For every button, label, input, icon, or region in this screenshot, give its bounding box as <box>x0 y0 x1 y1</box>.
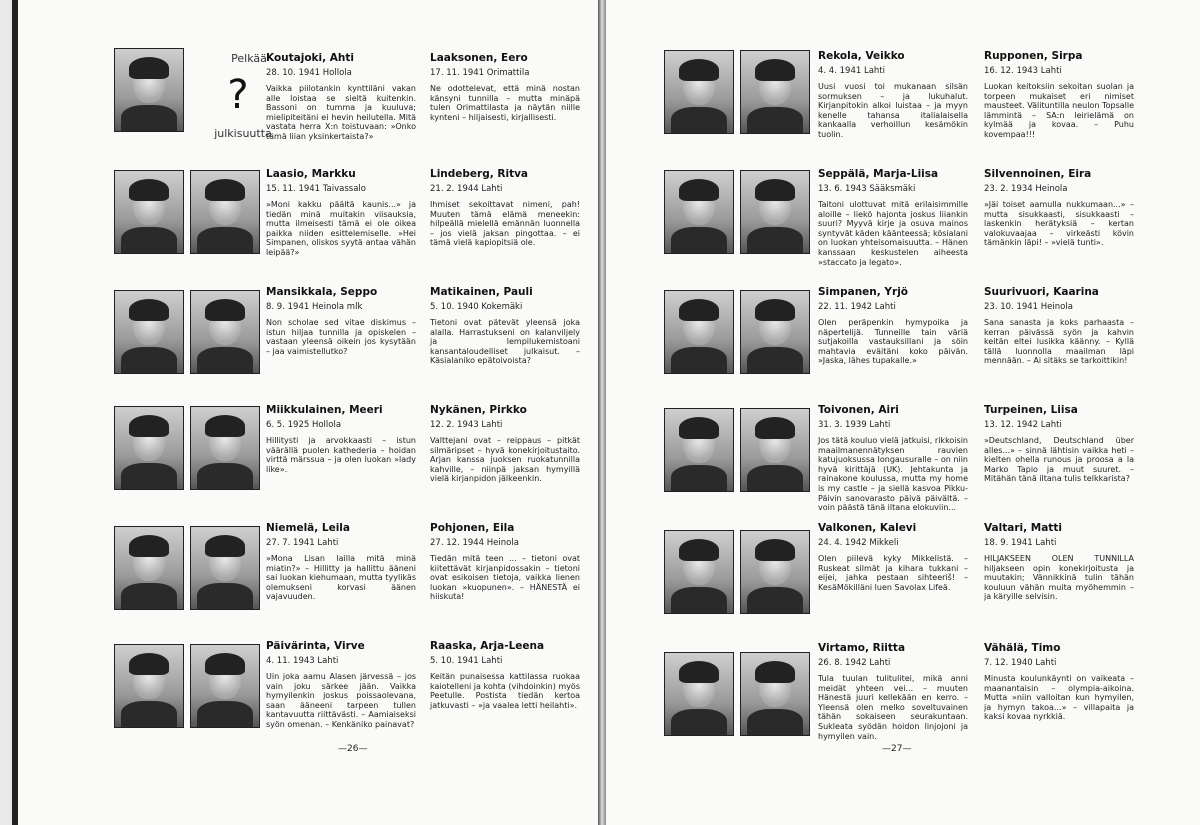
entry-bio: Minusta koulunkäynti on vaikeata – maanantaisin – olympia-aikoina. Mutta »niin valloitan kun hymyilen, ja hymyn takoa...» – villapaita ja kaksi kovaa nyrkkiä. <box>984 674 1134 722</box>
scan-edge <box>0 0 12 825</box>
entry-bio: Uusi vuosi toi mukanaan silsän sormuksen – ja lukuhalut. Kirjanpitokin alkoi luistaa – ja myyn kenelle tahansa italialaisella kankaalla verhoillun kesämökin tuolin. <box>818 82 968 139</box>
entry-bio: Ne odottelevat, että minä nostan känsyni tunnilla – mutta minäpä tulen Orimattilasta ja näytän niille kynteni – hiljaisesti, kirjallisesti. <box>430 84 580 122</box>
portrait-photo <box>114 644 184 728</box>
question-mark: ? <box>227 72 249 118</box>
entry-name: Koutajoki, Ahti <box>266 52 355 64</box>
portrait-photo <box>190 170 260 254</box>
entry-meta: 24. 4. 1942 Mikkeli <box>818 538 899 548</box>
portrait-photo <box>114 526 184 610</box>
entry <box>430 286 580 366</box>
entry-name: Valtari, Matti <box>984 522 1062 534</box>
entry-bio: Olen peräpenkin hymypoika ja näpertelijä. Tunneille tain väriä sutjakoilla vastauksillani ja söin mahtavia eväitäni koko päivän. »Jaska, lähes tupakalle.» <box>818 318 968 366</box>
entry <box>266 168 416 258</box>
entry-meta: 8. 9. 1941 Heinola mlk <box>266 302 363 312</box>
entry <box>818 286 968 366</box>
entry <box>818 50 968 140</box>
portrait-photo <box>664 408 734 492</box>
portrait-photo <box>664 50 734 134</box>
entry-meta: 15. 11. 1941 Taivassalo <box>266 184 366 194</box>
entry <box>266 286 416 356</box>
portrait-photo <box>664 652 734 736</box>
book-gutter <box>598 0 606 825</box>
entry-bio: Tula tuulan tulitulitei, mikä anni meidät yhteen vei... – muuten Hänestä juuri kellekään en kerro. – Yleensä olen melko soveltuvainen tähän sokaiseen seurakuntaan. Sukleata syödän hoidon linjojoni ja hymyilen vain. <box>818 674 968 741</box>
entry-meta: 16. 12. 1943 Lahti <box>984 66 1062 76</box>
entry-name: Mansikkala, Seppo <box>266 286 378 298</box>
entry-name: Päivärinta, Virve <box>266 640 365 652</box>
header-julkisuutta: julkisuutta <box>214 127 272 140</box>
entry <box>818 642 968 741</box>
entry-meta: 27. 12. 1944 Heinola <box>430 538 519 548</box>
entry <box>984 168 1134 248</box>
portrait-photo <box>114 406 184 490</box>
entry-name: Turpeinen, Liisa <box>984 404 1078 416</box>
portrait-photo <box>664 530 734 614</box>
entry-bio: »Deutschland, Deutschland über alles...» – sinnä lähtisin vaikka heti – kielten ohella runous ja proosa a la Marko Tapio ja muut suuret. – Mitähän tänä iltana tulis telkkarista? <box>984 436 1134 484</box>
entry-bio: Valttejani ovat – reippaus – pitkät silmäripset – hyvä konekirjoitustaito. Arjan kanssa juoksen ruokatunnilla kahville, – niinpä jaksan hymyillä vielä kirjanpidon jälkeenkin. <box>430 436 580 484</box>
entry-meta: 13. 6. 1943 Sääksmäki <box>818 184 916 194</box>
entry-meta: 26. 8. 1942 Lahti <box>818 658 891 668</box>
portrait-photo <box>664 290 734 374</box>
entry <box>984 50 1134 140</box>
page-number: —26— <box>338 744 368 754</box>
left-page <box>12 0 604 825</box>
portrait-photo <box>190 406 260 490</box>
entry-bio: »Moni kakku päältä kaunis...» ja tiedän minä muitakin viisauksia, mutta ilmeisesti tämä ei ole oikea paikka niiden esittelemiselle. »Hei Simpanen, oliskos syytä antaa vähän leipää?» <box>266 200 416 257</box>
entry <box>984 522 1134 602</box>
entry <box>430 168 580 248</box>
entry-bio: Jos tätä kouluo vielä jatkuisi, rikkoisin maailmanennätyksen rauvien katujuoksussa Iongausuralle – on niin hyvä kirittäjä (UK). Jehtakunta ja rainakone koulussa, mutta my home is my castle – ja siellä kasvoa Pikku-Päivin sanovarasto päivä päivältä. – voin päästä tänä iltana elokuviin... <box>818 436 968 513</box>
portrait-photo <box>740 530 810 614</box>
right-page <box>606 0 1200 825</box>
entry-name: Rekola, Veikko <box>818 50 905 62</box>
entry-bio: Sana sanasta ja koks parhaasta – kerran päivässä syön ja kahvin keitän eltei lusikka käänny. – Kyllä tällä luonnolla maailman läpi mennään. – Ai sitäks se tarkoittikin! <box>984 318 1134 366</box>
entry-meta: 5. 10. 1940 Kokemäki <box>430 302 523 312</box>
entry-meta: 28. 10. 1941 Hollola <box>266 68 352 78</box>
entry-name: Nykänen, Pirkko <box>430 404 527 416</box>
portrait-photo <box>740 652 810 736</box>
header-pelkaa: Pelkää <box>231 52 267 65</box>
entry-meta: 7. 12. 1940 Lahti <box>984 658 1057 668</box>
entry-meta: 13. 12. 1942 Lahti <box>984 420 1062 430</box>
entry-meta: 17. 11. 1941 Orimattila <box>430 68 530 78</box>
entry <box>984 286 1134 366</box>
entry-name: Suurivuori, Kaarina <box>984 286 1099 298</box>
entry <box>818 168 968 267</box>
entry-name: Vähälä, Timo <box>984 642 1061 654</box>
portrait-photo <box>740 50 810 134</box>
entry-name: Seppälä, Marja-Liisa <box>818 168 939 180</box>
portrait-photo <box>114 170 184 254</box>
entry-bio: Uin joka aamu Alasen järvessä – jos vain joku särkee jään. Vaikka hymyilenkin joskus poissaolevana, saan ääneeni tarpeen tullen kantavuutta riittävästi. – Aamiaiseksi syön omenan. – Kenkäniko painavat? <box>266 672 416 729</box>
entry-name: Miikkulainen, Meeri <box>266 404 383 416</box>
entry-name: Laasio, Markku <box>266 168 356 180</box>
entry-meta: 6. 5. 1925 Hollola <box>266 420 342 430</box>
entry-bio: Olen piilevä kyky Mikkelistä. – Ruskeat silmät ja kihara tukkani – eijei, jahka pestaan sihteeriš! – KesäMökilläni luen Savolax Lifeä. <box>818 554 968 592</box>
entry-meta: 18. 9. 1941 Lahti <box>984 538 1057 548</box>
portrait-photo <box>190 526 260 610</box>
entry <box>266 522 416 602</box>
entry-name: Simpanen, Yrjö <box>818 286 909 298</box>
entry <box>818 404 968 513</box>
entry-meta: 5. 10. 1941 Lahti <box>430 656 503 666</box>
entry-meta: 23. 10. 1941 Heinola <box>984 302 1073 312</box>
entry-bio: Keitän punaisessa kattilassa ruokaa kaiotelleni ja kohta (vihdoinkin) myös Peetulle. Postista tiedän kertoa jatkuvasti – »ja vaalea letti heilahti». <box>430 672 580 710</box>
portrait-photo <box>740 408 810 492</box>
entry-meta: 23. 2. 1934 Heinola <box>984 184 1068 194</box>
entry-meta: 21. 2. 1944 Lahti <box>430 184 503 194</box>
entry-bio: Ihmiset sekoittavat nimeni, pah! Muuten tämä elämä meneekin: hilpeällä mielellä emännän luonnella – jos vielä jaksan pingottaa. – ei tämä vielä kapiopitsiä ole. <box>430 200 580 248</box>
entry <box>984 404 1134 484</box>
portrait-photo <box>190 644 260 728</box>
portrait-photo <box>740 290 810 374</box>
entry-meta: 12. 2. 1943 Lahti <box>430 420 503 430</box>
portrait-photo <box>740 170 810 254</box>
entry-meta: 22. 11. 1942 Lahti <box>818 302 896 312</box>
entry-name: Rupponen, Sirpa <box>984 50 1083 62</box>
entry <box>430 404 580 484</box>
entry-meta: 4. 4. 1941 Lahti <box>818 66 885 76</box>
entry-bio: Vaikka piilotankin kynttiläni vakan alle loistaa se sieltä kuitenkin. Bassoni on tumma ja kuuluva; mielipiteitäni ei hevin heilutella. Mitä vastata herra X:n toistuvaan: »Onko tämä liian yksinkertaista?» <box>266 84 416 141</box>
entry-meta: 27. 7. 1941 Lahti <box>266 538 339 548</box>
entry <box>430 640 580 710</box>
entry <box>430 522 580 602</box>
entry-bio: »Mona Lisan lailla mitä minä miatin?» – Hillitty ja hallittu ääneni sai luokan kiehumaan, mutta tyylikäs olemukseni korvasi äänen vajavuuden. <box>266 554 416 602</box>
entry-bio: »Jäi toiset aamulla nukkumaan...» – mutta sisukkaasti, sisukkaasti – laskenkin herätyksiä – kertan valokuvaajaa – virkeästi kövin tämänkin läpi! – »vielä tunti». <box>984 200 1134 248</box>
entry-name: Toivonen, Airi <box>818 404 899 416</box>
entry-bio: Tiedän mitä teen ... – tietoni ovat kiitettävät kirjanpidossakin – tietoni ovat esikoisen tietoja, vaikka lienen luokan »kuopunen». – HÄNESTÄ ei hiiskuta! <box>430 554 580 602</box>
page-number: —27— <box>882 744 912 754</box>
entry-bio: Luokan keitoksiin sekoitan suolan ja torpeen mukaiset eri nimiset mausteet. Välituntilla neulon Topsalle lämmintä – SA:n leirielämä on kylmää ja kovaa. – Puhu kovempaa!!! <box>984 82 1134 139</box>
entry-name: Pohjonen, Eila <box>430 522 515 534</box>
entry-name: Virtamo, Riitta <box>818 642 906 654</box>
portrait-photo <box>114 48 184 132</box>
portrait-photo <box>190 290 260 374</box>
portrait-photo <box>664 170 734 254</box>
entry <box>818 522 968 592</box>
entry <box>266 640 416 730</box>
entry-meta: 4. 11. 1943 Lahti <box>266 656 339 666</box>
entry-name: Silvennoinen, Eira <box>984 168 1092 180</box>
entry-meta: 31. 3. 1939 Lahti <box>818 420 891 430</box>
entry-bio: HILJAKSEEN OLEN TUNNILLA hiljakseen opin konekirjoitusta ja muutakin; Vännikkinä tulin tähän kouluun vähän muita myöhemmin – ja käryille selvisin. <box>984 554 1134 602</box>
entry-name: Raaska, Arja-Leena <box>430 640 545 652</box>
portrait-photo <box>114 290 184 374</box>
entry-name: Matikainen, Pauli <box>430 286 533 298</box>
entry-name: Lindeberg, Ritva <box>430 168 529 180</box>
entry-name: Laaksonen, Eero <box>430 52 528 64</box>
entry <box>266 52 416 142</box>
entry <box>430 52 580 122</box>
entry-bio: Taitoni ulottuvat mitä erilaisimmille aloille – liekö hajonta joskus liiankin suuri? Myyvä kirje ja osuva mainos syntyvät käden käänteessä; kösialani on luokan yhteisomaisuutta. – Hänen kanssaan keskustelen aiheesta »staccato ja legato». <box>818 200 968 267</box>
entry <box>266 404 416 474</box>
entry-bio: Hillitysti ja arvokkaasti – istun väärällä puolen kathederia – hoidan virttä märssua – ja olen luokan »lady like». <box>266 436 416 474</box>
entry-name: Niemelä, Leila <box>266 522 350 534</box>
entry-bio: Non scholae sed vitae diskimus – istun hiljaa tunnilla ja opiskelen – vastaan yleensä oikein jos kysytään – jaa vaimistellutko? <box>266 318 416 356</box>
entry <box>984 642 1134 722</box>
entry-name: Valkonen, Kalevi <box>818 522 917 534</box>
entry-bio: Tietoni ovat pätevät yleensä joka alalla. Harrastukseni on kalanviljely ja lempilukemistoani kansantaloudelliset julkaisut. – Käsialaniko epätoivoista? <box>430 318 580 366</box>
